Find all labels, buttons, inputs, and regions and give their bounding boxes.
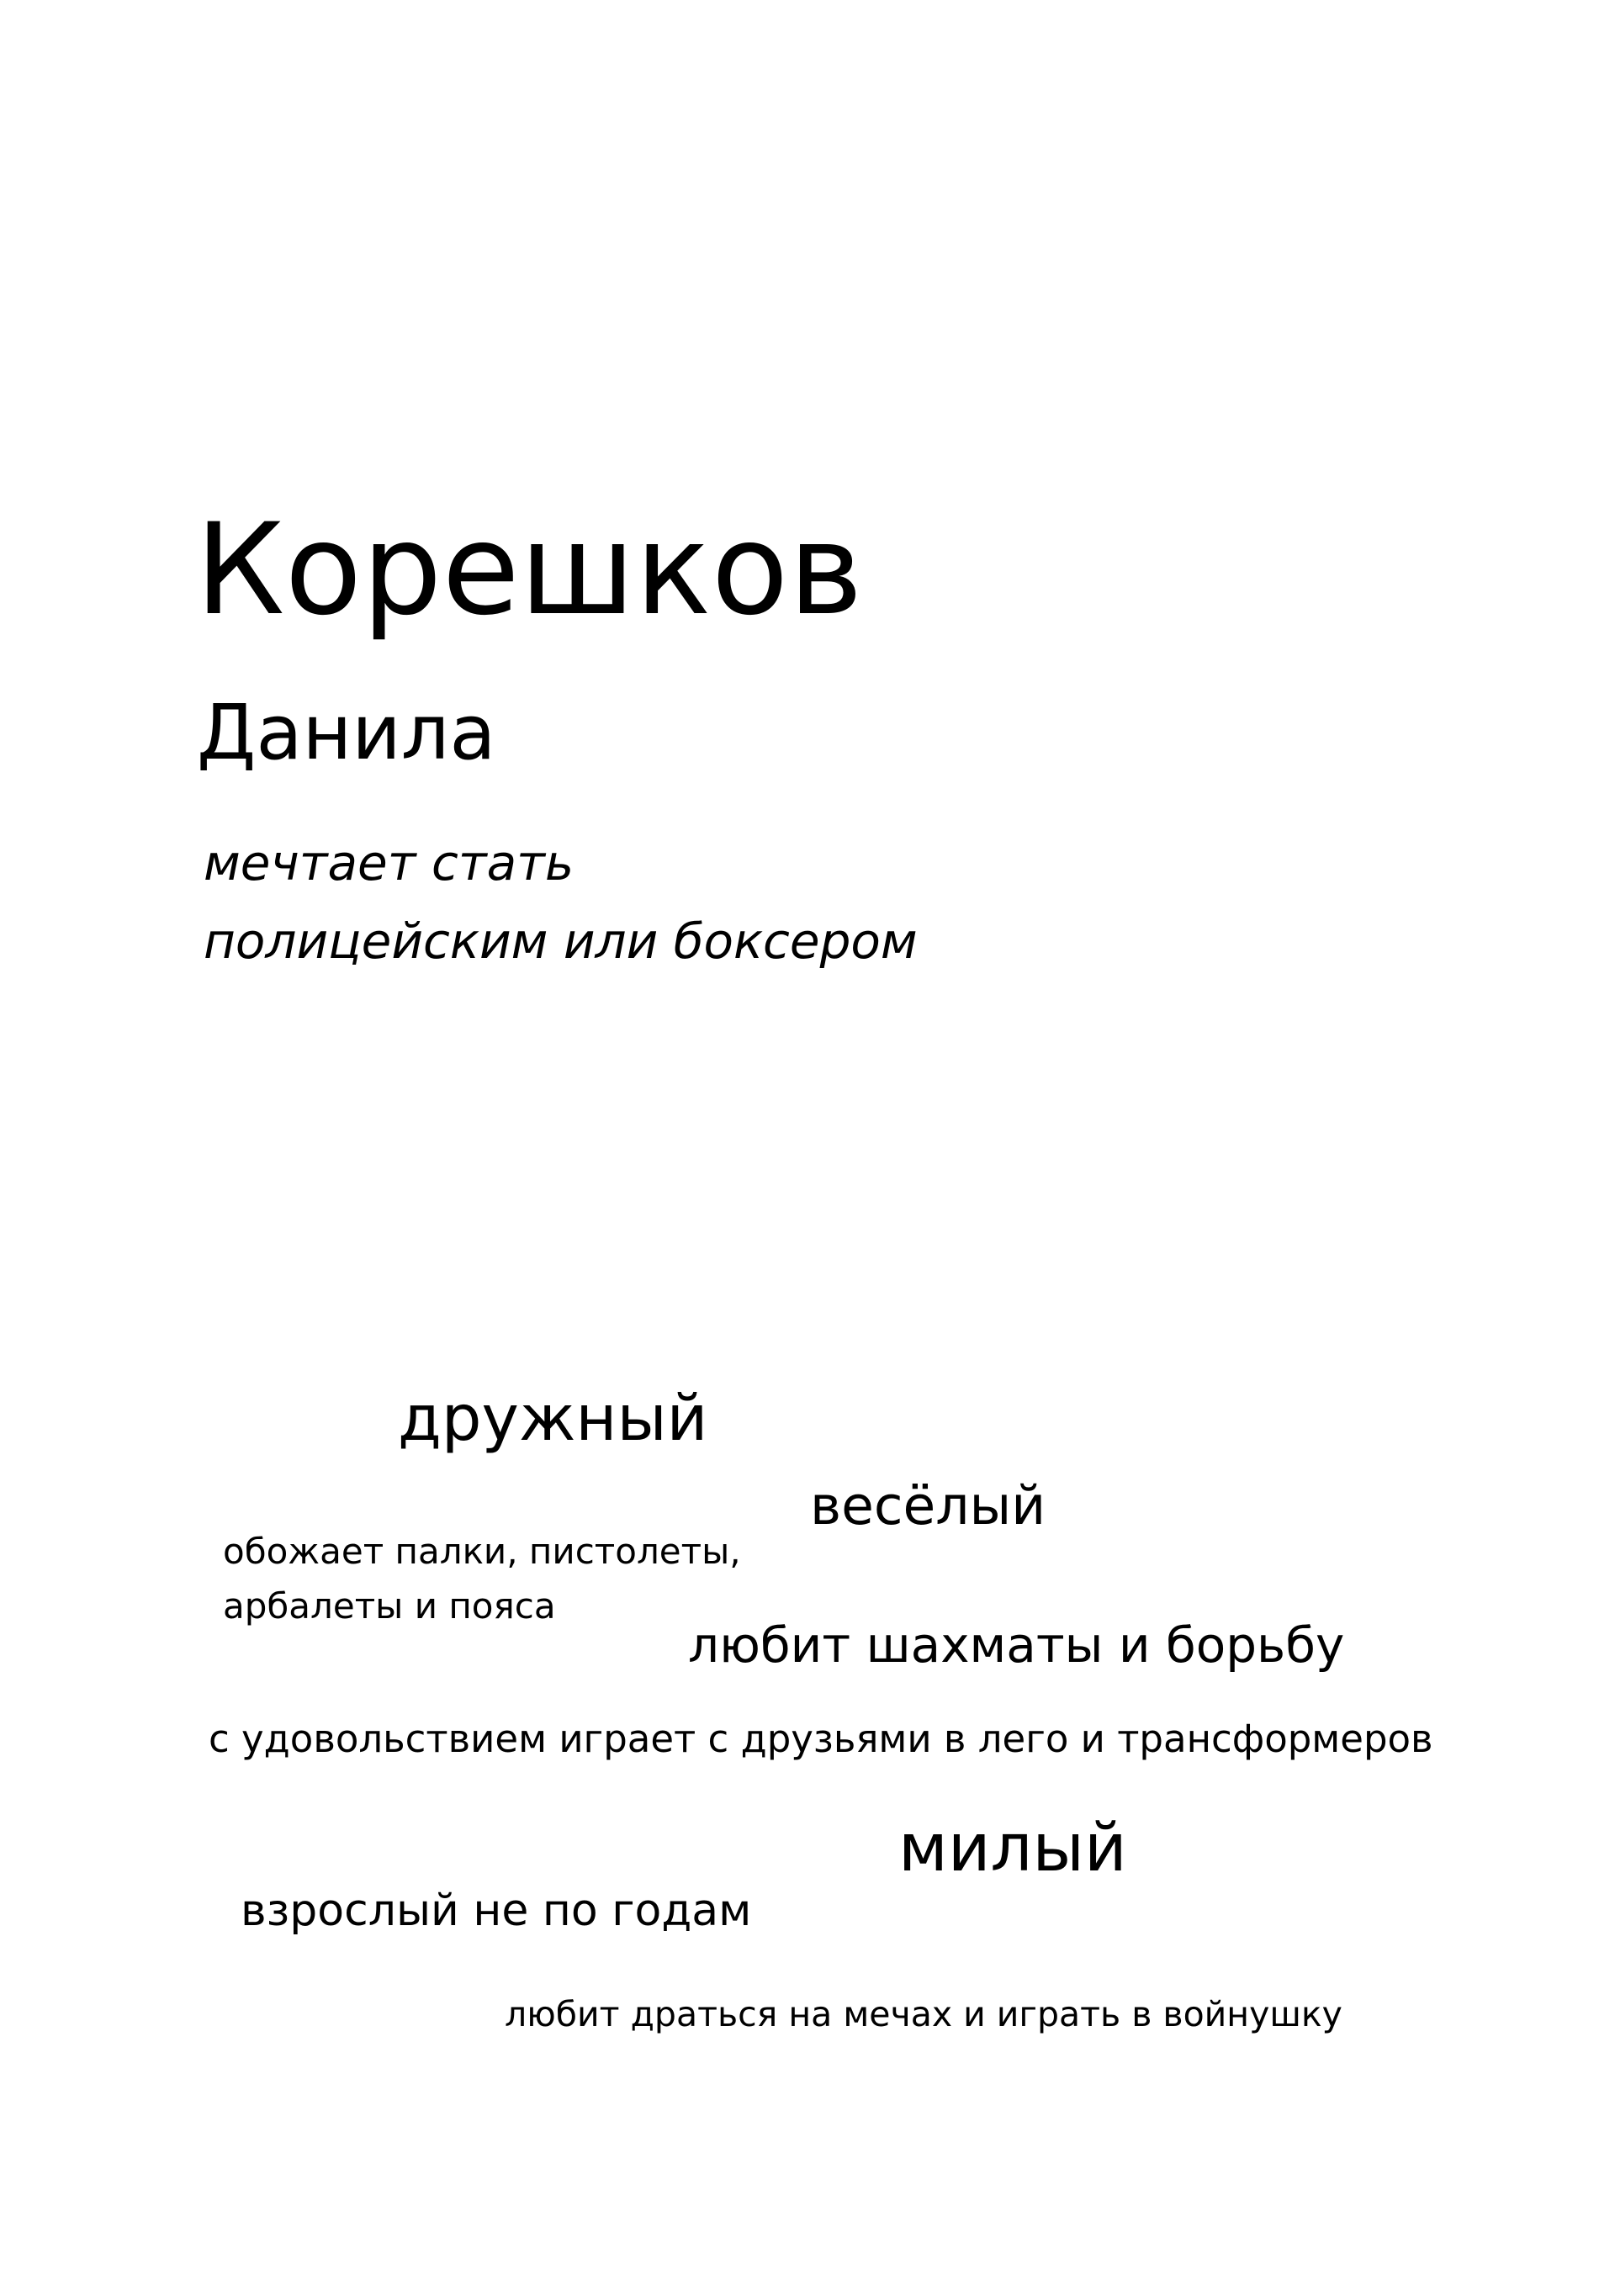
trait-friendly: дружный — [398, 1381, 708, 1455]
trait-plays-lego: с удовольствием играет с друзьями в лего и трансформеров — [209, 1717, 1433, 1761]
trait-mature: взрослый не по годам — [241, 1886, 752, 1936]
dream-line-1: мечтает стать — [204, 834, 575, 891]
trait-likes-swords: любит драться на мечах и играть в войнушку — [505, 1994, 1342, 2034]
dream-line-2: полицейским или боксером — [204, 912, 918, 970]
trait-loves-toys — [223, 1524, 741, 1633]
first-name-subtitle: Данила — [197, 689, 496, 777]
trait-loves-toys-line-2: арбалеты и пояса — [223, 1585, 556, 1627]
dream-text — [204, 824, 918, 981]
trait-likes-chess: любит шахматы и борьбу — [688, 1616, 1345, 1674]
trait-sweet: милый — [898, 1811, 1127, 1886]
trait-cheerful: весёлый — [810, 1475, 1046, 1537]
surname-title: Корешков — [195, 497, 863, 643]
trait-loves-toys-line-1: обожает палки, пистолеты, — [223, 1531, 741, 1572]
